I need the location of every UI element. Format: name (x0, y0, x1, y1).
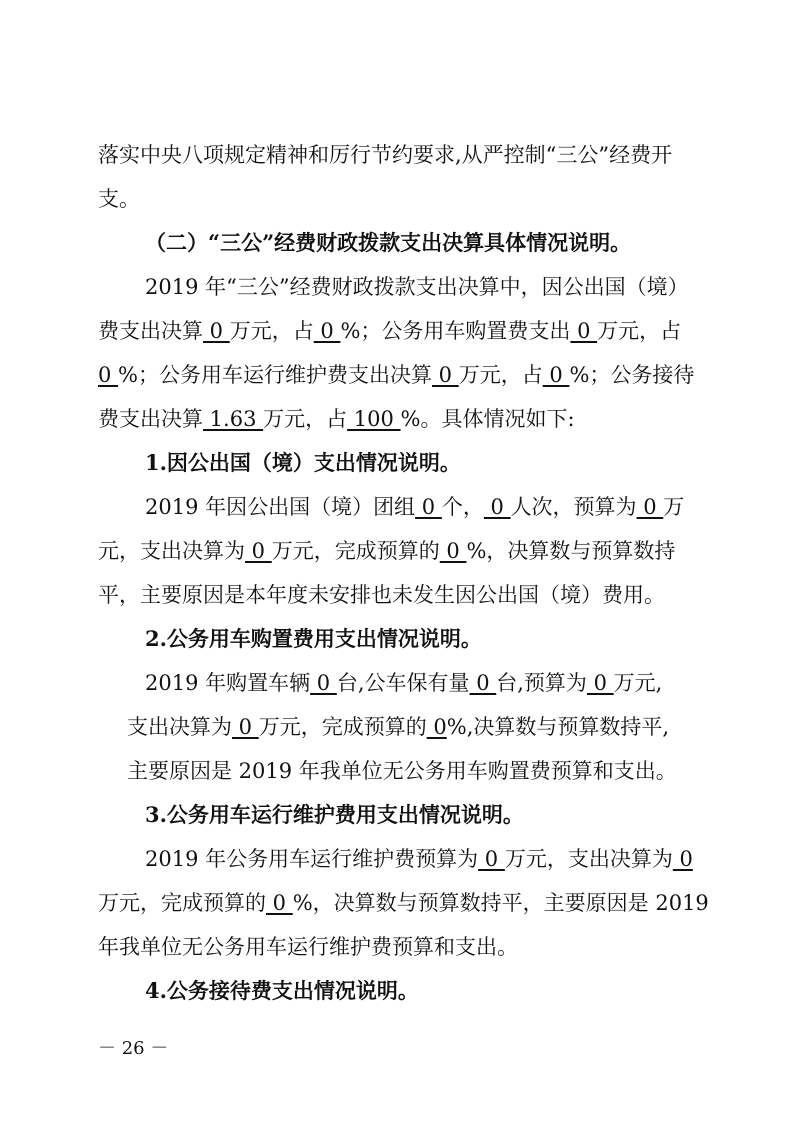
summary-line-4: 费支出决算 1.63 万元，占 100 %。具体情况如下: (98, 407, 575, 431)
summary-line-3: 0 %；公务用车运行维护费支出决算 0 万元，占 0 %；公务接待 (98, 363, 695, 387)
section-2-line-1: 2019 年购置车辆 0 台,公车保有量 0 台,预算为 0 万元, (145, 671, 663, 695)
section-3-line-1: 2019 年公务用车运行维护费预算为 0 万元，支出决算为 0 (145, 847, 693, 871)
intro-line-1: 落实中央八项规定精神和厉行节约要求,从严控制“三公”经费开 (98, 143, 673, 167)
section-3-heading: 3.公务用车运行维护费用支出情况说明。 (145, 802, 524, 827)
abroad-final-value: 0 (245, 539, 272, 563)
summary-line-1: 2019 年“三公”经费财政拨款支出决算中，因公出国（境） (145, 275, 689, 299)
summary-line-2: 费支出决算 0 万元，占 0 %；公务用车购置费支出 0 万元，占 (98, 319, 682, 343)
groups-value: 0 (415, 495, 442, 519)
reception-pct-value: 100 (347, 407, 401, 431)
section-1-heading: 1.因公出国（境）支出情况说明。 (145, 450, 461, 475)
section-1-line-2: 元，支出决算为 0 万元，完成预算的 0 %，决算数与预算数持 (98, 539, 676, 563)
section-1-line-3: 平，主要原因是本年度未安排也未发生因公出国（境）费用。 (98, 583, 665, 607)
page-number: － 26 － (98, 1038, 169, 1059)
section-2-line-2: 支出决算为 0 万元，完成预算的 0%,决算数与预算数持平, (127, 715, 670, 739)
vehicles-owned-value: 0 (469, 671, 497, 695)
purchase-pct-value: 0 (98, 363, 119, 387)
abroad-budget-value: 0 (636, 495, 664, 519)
section-heading: （二）“三公”经费财政拨款支出决算具体情况说明。 (145, 230, 632, 255)
abroad-spend-value: 0 (203, 319, 230, 343)
abroad-completion-value: 0 (439, 539, 467, 563)
maint-final-value: 0 (672, 847, 693, 871)
section-2-heading: 2.公务用车购置费用支出情况说明。 (145, 626, 482, 651)
maint-budget-value: 0 (478, 847, 505, 871)
section-4-heading: 4.公务接待费支出情况说明。 (145, 978, 419, 1003)
maint-spend-value: 0 (432, 363, 459, 387)
purchase-completion-value: 0 (426, 715, 447, 739)
vehicles-bought-value: 0 (310, 671, 337, 695)
section-1-line-1: 2019 年因公出国（境）团组 0 个， 0 人次，预算为 0 万 (145, 495, 685, 519)
reception-spend-value: 1.63 (203, 407, 264, 431)
intro-line-2: 支。 (98, 187, 140, 211)
purchase-final-value: 0 (232, 715, 259, 739)
section-3-line-2: 万元，完成预算的 0 %，决算数与预算数持平，主要原因是 2019 (98, 891, 709, 915)
people-value: 0 (483, 495, 511, 519)
purchase-spend-value: 0 (570, 319, 598, 343)
section-3-line-3: 年我单位无公务用车运行维护费预算和支出。 (98, 935, 518, 959)
abroad-pct-value: 0 (313, 319, 341, 343)
section-2-line-3: 主要原因是 2019 年我单位无公务用车购置费预算和支出。 (127, 759, 677, 783)
maint-pct-value: 0 (542, 363, 570, 387)
purchase-budget-value: 0 (586, 671, 614, 695)
maint-completion-value: 0 (266, 891, 293, 915)
